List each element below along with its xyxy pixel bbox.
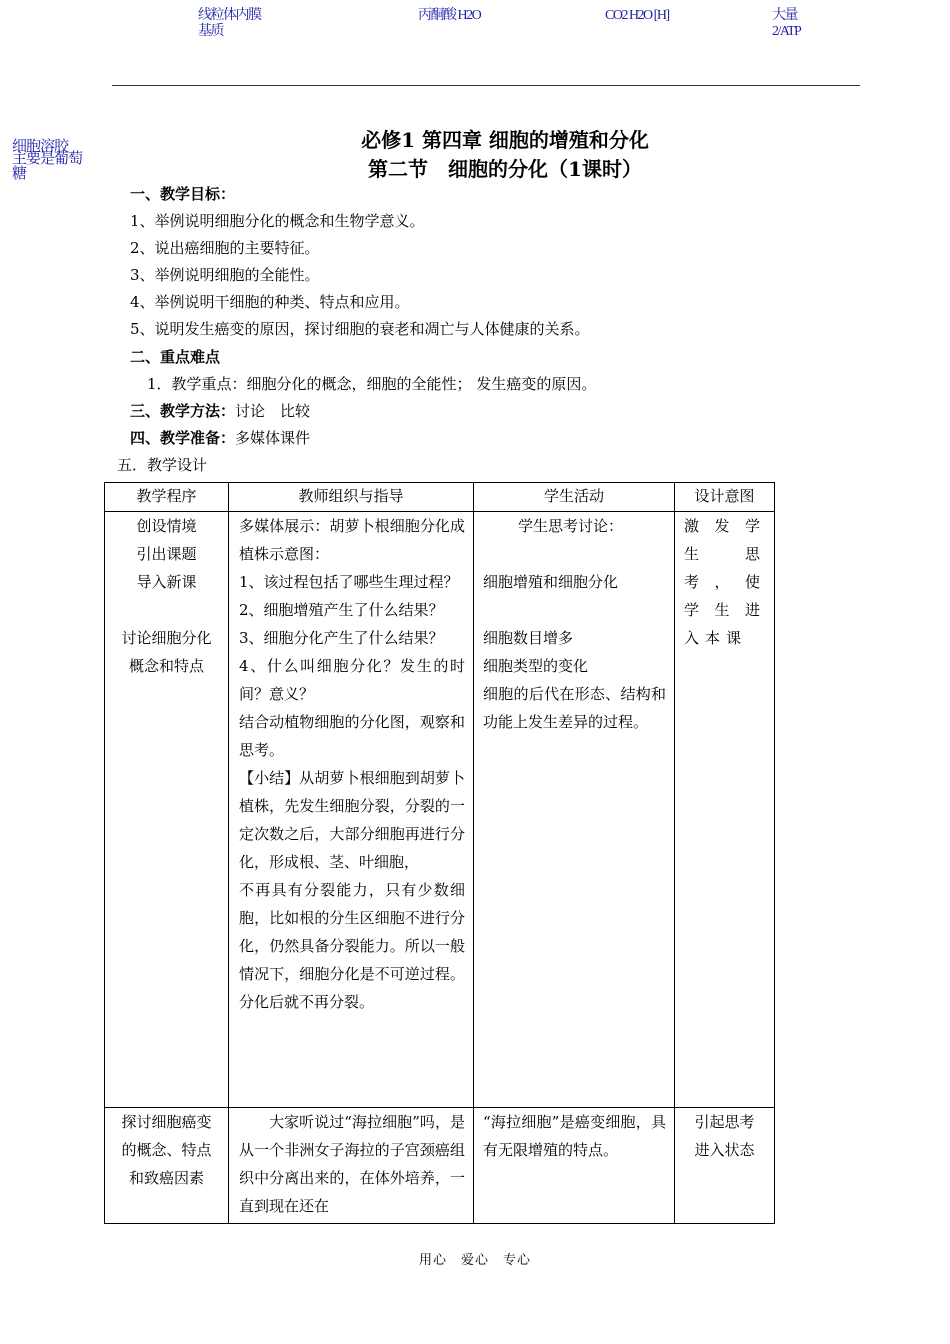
cell-line: 创设情境 — [136, 517, 197, 535]
side-note — [12, 140, 82, 182]
header-fragment-4-line1: 大量 — [772, 8, 797, 23]
cell-paragraph: 3、细胞分化产生了什么结果？ — [239, 629, 444, 647]
cell-paragraph: 4、什么叫细胞分化？发生的时间？意义？ — [239, 657, 465, 703]
method-line — [130, 398, 310, 425]
key-text: 1．教学重点：细胞分化的概念，细胞的全能性； 发生癌变的原因。 — [147, 375, 597, 393]
table-cell-intent — [675, 1108, 775, 1224]
cell-line: 导入新课 — [136, 573, 197, 591]
prep-heading: 四、教学准备： — [130, 429, 236, 447]
cell-spacer — [483, 596, 666, 624]
table-header-cell: 教学程序 — [105, 483, 229, 512]
cell-spacer — [105, 596, 228, 624]
table-row — [105, 1108, 775, 1224]
table-header-row — [105, 483, 775, 512]
cell-paragraph: 1、该过程包括了哪些生理过程？ — [239, 573, 459, 591]
cell-paragraph: 2、细胞增殖产生了什么结果？ — [239, 601, 444, 619]
page-title: 必修1 第四章 细胞的增殖和分化 — [361, 128, 649, 152]
side-note-line2: 主要是葡萄 — [12, 151, 83, 167]
table-cell-student — [474, 1108, 675, 1224]
cell-line: 概念和特点 — [128, 657, 204, 675]
table-header-cell: 设计意图 — [675, 483, 775, 512]
cell-line: 的概念、特点 — [121, 1141, 212, 1159]
cell-spacer — [483, 540, 666, 568]
objective-item: 4、举例说明干细胞的种类、特点和应用。 — [130, 293, 410, 311]
header-fragment-1 — [198, 8, 261, 40]
objective-item: 2、说出癌细胞的主要特征。 — [130, 239, 320, 257]
table-cell-teacher — [229, 1108, 474, 1224]
table-row — [105, 512, 775, 1108]
design-heading: 五．教学设计 — [117, 456, 208, 474]
header-fragment-3: CO2 H2O [H] — [605, 8, 669, 23]
cell-paragraph: 不再具有分裂能力，只有少数细胞，比如根的分生区细胞不进行分化，仍然具备分裂能力。所以一般情况下，细胞分化是不可逆过程。分化后就不再分裂。 — [239, 881, 465, 1011]
cell-line: 细胞类型的变化 — [483, 657, 589, 675]
lesson-design-table — [104, 482, 775, 1224]
cell-line: 讨论细胞分化 — [121, 629, 212, 647]
cell-line: 进入状态 — [694, 1141, 755, 1159]
objectives-heading: 一、教学目标： — [130, 185, 236, 203]
cell-paragraph: “海拉细胞”是癌变细胞，具有无限增殖的特点。 — [483, 1113, 666, 1159]
cell-line: 引出课题 — [136, 545, 197, 563]
method-text: 讨论 比较 — [235, 402, 311, 420]
cell-line: 和致癌因素 — [128, 1169, 204, 1187]
cell-paragraph: 多媒体展示：胡萝卜根细胞分化成植株示意图： — [239, 517, 465, 563]
objective-item: 3、举例说明细胞的全能性。 — [130, 266, 320, 284]
objectives-section — [130, 181, 235, 208]
side-note-line3: 糖 — [12, 166, 27, 182]
prep-line — [130, 425, 310, 452]
cell-line: 细胞增殖和细胞分化 — [483, 573, 619, 591]
table-cell-teacher — [229, 512, 474, 1108]
objectives-list — [130, 208, 590, 343]
page-footer: 用心 爱心 专心 — [418, 1253, 531, 1268]
table-cell-procedure — [105, 512, 229, 1108]
table-header-cell: 教师组织与指导 — [229, 483, 474, 512]
table-cell-procedure — [105, 1108, 229, 1224]
header-fragment-2: 丙酮酸 H2O — [418, 8, 481, 23]
cell-line: 探讨细胞癌变 — [121, 1113, 212, 1131]
cell-paragraph: 大家听说过“海拉细胞”吗，是从一个非洲女子海拉的子宫颈癌组织中分离出来的，在体外培养，一直到现在还在 — [239, 1113, 465, 1215]
side-note-line1: 细胞溶胶 — [12, 139, 69, 155]
page-subtitle: 第二节 细胞的分化（1课时） — [368, 157, 642, 181]
header-fragment-4-line2: 2/ATP — [772, 24, 801, 39]
table-cell-student — [474, 512, 675, 1108]
prep-text: 多媒体课件 — [235, 429, 311, 447]
cell-paragraph: 结合动植物细胞的分化图，观察和思考。 — [239, 713, 465, 759]
table-header-cell: 学生活动 — [474, 483, 675, 512]
cell-line: 细胞的后代在形态、结构和功能上发生差异的过程。 — [483, 685, 666, 731]
method-heading: 三、教学方法： — [130, 402, 236, 420]
header-fragment-1-line2: 基质 — [198, 24, 223, 39]
cell-paragraph: 激发学生思考，使学生进入本课 — [684, 517, 766, 647]
cell-paragraph: 【小结】从胡萝卜根细胞到胡萝卜植株，先发生细胞分裂，分裂的一定次数之后，大部分细胞再进行分化，形成根、茎、叶细胞， — [239, 769, 465, 871]
cell-line: 学生思考讨论： — [518, 517, 624, 535]
header-fragment-4 — [772, 8, 800, 40]
table-cell-intent — [675, 512, 775, 1108]
header-fragment-1-line1: 线粒体内膜 — [198, 8, 261, 23]
objective-item: 5、说明发生癌变的原因，探讨细胞的衰老和凋亡与人体健康的关系。 — [130, 320, 590, 338]
cell-line: 细胞数目增多 — [483, 629, 574, 647]
objective-item: 1、举例说明细胞分化的概念和生物学意义。 — [130, 212, 425, 230]
key-heading: 二、重点难点 — [130, 348, 221, 366]
header-rule — [112, 85, 860, 86]
cell-line: 引起思考 — [694, 1113, 755, 1131]
